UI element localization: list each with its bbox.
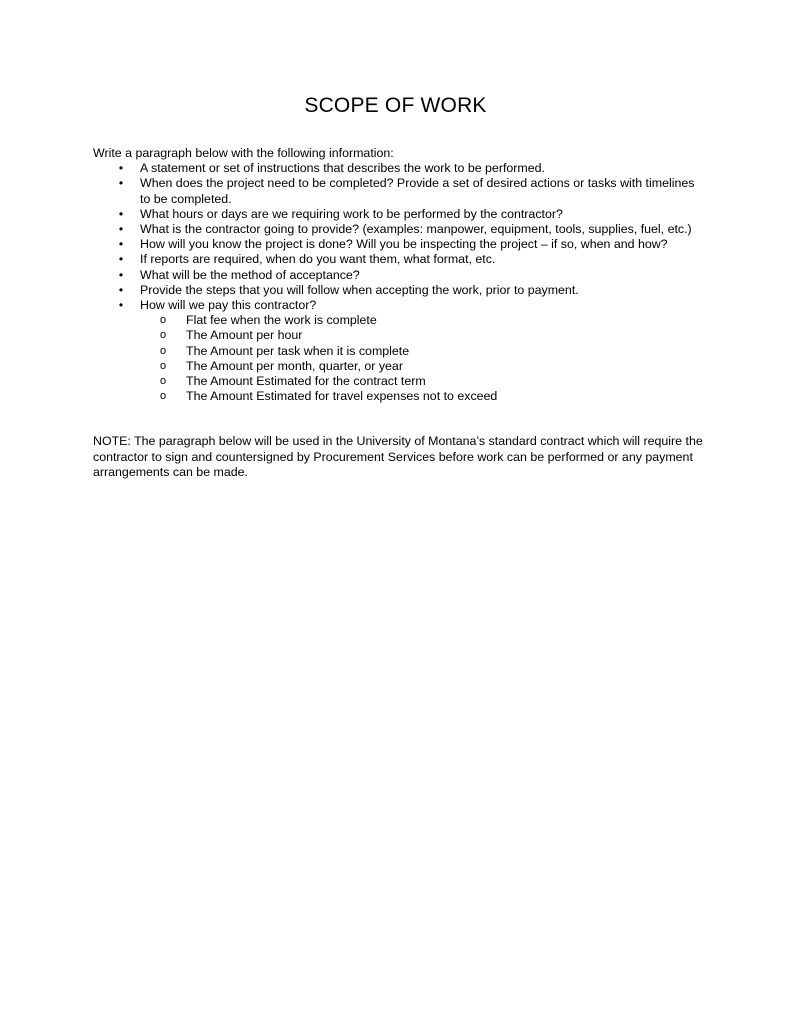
circle-bullet-icon: o [160,329,167,342]
bullet-icon: • [118,298,124,313]
circle-bullet-icon: o [160,344,167,357]
bullet-icon: • [118,252,124,267]
payment-options-list [140,313,708,404]
bullet-icon: • [118,267,124,282]
circle-bullet-icon: o [160,375,167,388]
list-item [93,268,708,283]
sub-list-item-text: The Amount per hour [186,328,303,343]
sub-list-item-text: The Amount per month, quarter, or year [186,358,403,373]
list-item-text: When does the project need to be completed? Provide a set of desired actions or tasks with timelines to be completed. [140,176,695,206]
bullet-icon: • [118,206,124,221]
list-item-text: What hours or days are we requiring work to be performed by the contractor? [140,206,563,221]
circle-bullet-icon: o [160,359,167,372]
sub-list-item [140,359,708,374]
list-item [93,283,708,298]
bullet-icon: • [118,282,124,297]
list-item [93,176,708,206]
sub-list-item-text: The Amount per task when it is complete [186,343,410,358]
list-item-text: If reports are required, when do you want them, what format, etc. [140,252,496,267]
list-item [93,222,708,237]
list-item [93,237,708,252]
bullet-icon: • [118,161,124,176]
note-paragraph: NOTE: The paragraph below will be used in the University of Montana’s standard contract which will require the contractor to sign and countersigned by Procurement Services before work can be performed or any payment arrangements can be made. [93,434,703,479]
sub-list-item [140,389,708,404]
sub-list-item-text: The Amount Estimated for the contract term [186,374,426,389]
sub-list-item-text: The Amount Estimated for travel expenses not to exceed [186,389,498,404]
document-body [93,146,708,480]
bullet-icon: • [118,222,124,237]
sub-list-item [140,374,708,389]
bullet-icon: • [118,176,124,191]
page-title: SCOPE OF WORK [304,94,487,117]
list-item-text: How will you know the project is done? Will you be inspecting the project – if so, when and how? [140,237,668,252]
bullet-icon: • [118,237,124,252]
sub-list-item [140,313,708,328]
list-item-text: Provide the steps that you will follow when accepting the work, prior to payment. [140,282,579,297]
requirements-list [93,161,708,404]
list-item-text: What will be the method of acceptance? [140,267,360,282]
circle-bullet-icon: o [160,314,167,327]
list-item-text: A statement or set of instructions that describes the work to be performed. [140,161,545,176]
list-item [93,207,708,222]
sub-list-item-text: Flat fee when the work is complete [186,313,377,328]
list-item-text: How will we pay this contractor? [140,298,317,313]
list-item [93,252,708,267]
list-item [93,161,708,176]
sub-list-item [140,328,708,343]
list-item [93,298,708,404]
intro-text: Write a paragraph below with the following information: [93,146,394,160]
list-item-text: What is the contractor going to provide? (examples: manpower, equipment, tools, supplies, fuel, etc.) [140,222,692,237]
circle-bullet-icon: o [160,390,167,403]
sub-list-item [140,344,708,359]
